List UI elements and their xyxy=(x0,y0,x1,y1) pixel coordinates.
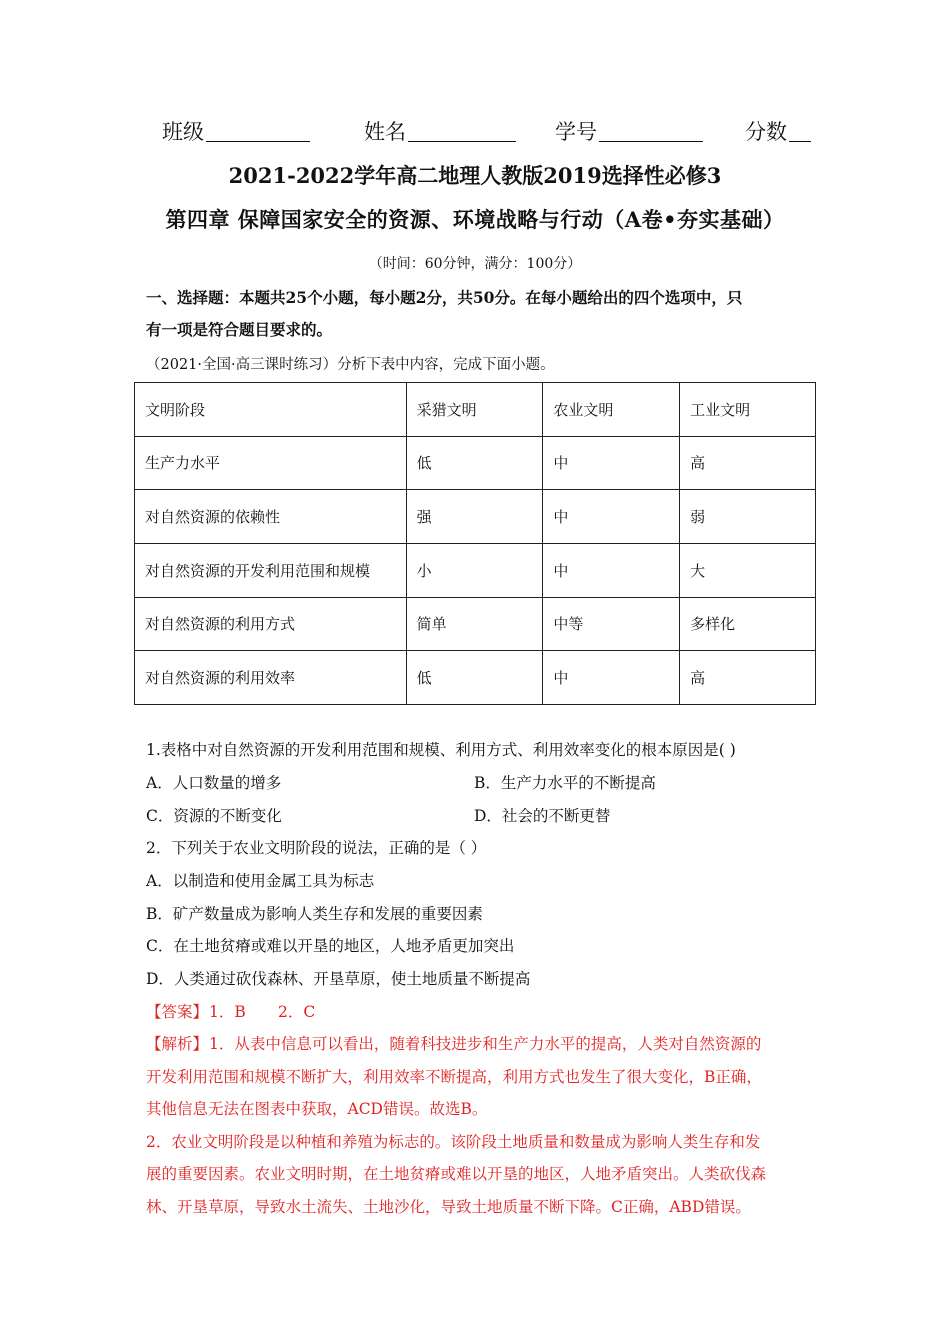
table-header-row xyxy=(135,383,816,437)
student-id-field[interactable] xyxy=(555,116,703,146)
name-blank[interactable] xyxy=(408,121,516,142)
student-info-row xyxy=(0,116,950,146)
table-cell: 中 xyxy=(543,651,680,705)
analysis-tag: 【解析】 xyxy=(146,1035,209,1053)
table-cell: 对自然资源的依赖性 xyxy=(135,490,407,544)
table-row xyxy=(135,597,816,651)
class-field[interactable] xyxy=(162,116,310,146)
analysis-2-line1: 2．农业文明阶段是以种植和养殖为标志的。该阶段土地质量和数量成为影响人类生存和发 xyxy=(146,1133,761,1151)
answer-2: 2．C xyxy=(278,1003,316,1021)
table-cell: 简单 xyxy=(406,597,543,651)
student-id-blank[interactable] xyxy=(599,121,703,142)
table-cell: 多样化 xyxy=(680,597,816,651)
table-cell: 对自然资源的利用效率 xyxy=(135,651,407,705)
name-field[interactable] xyxy=(364,116,516,146)
question-1-stem: 1.表格中对自然资源的开发利用范围和规模、利用方式、利用效率变化的根本原因是( ) xyxy=(146,741,736,759)
table-cell: 小 xyxy=(406,543,543,597)
question-1-option-a[interactable]: A．人口数量的增多 xyxy=(146,774,282,792)
table-row xyxy=(135,543,816,597)
table-cell: 弱 xyxy=(680,490,816,544)
table-cell: 对自然资源的开发利用范围和规模 xyxy=(135,543,407,597)
question-2-option-a[interactable]: A．以制造和使用金属工具为标志 xyxy=(146,872,375,890)
section-title-line1: 一、选择题：本题共25个小题，每小题2分，共50分。在每小题给出的四个选项中，只 xyxy=(146,288,743,307)
analysis-1-line1: 1．从表中信息可以看出，随着科技进步和生产力水平的提高，人类对自然资源的 xyxy=(209,1035,762,1053)
question-source: （2021·全国·高三课时练习）分析下表中内容，完成下面小题。 xyxy=(146,357,555,373)
table-header-cell: 农业文明 xyxy=(543,383,680,437)
section-title-line2: 有一项是符合题目要求的。 xyxy=(146,320,333,339)
civilization-table xyxy=(134,382,816,705)
score-field[interactable] xyxy=(745,116,811,146)
question-1-option-c[interactable]: C．资源的不断变化 xyxy=(146,807,282,825)
score-label: 分数 xyxy=(745,120,787,144)
analysis-1-line3: 其他信息无法在图表中获取，ACD错误。故选B。 xyxy=(146,1100,488,1118)
table-header-cell: 采猎文明 xyxy=(406,383,543,437)
table-cell: 中 xyxy=(543,543,680,597)
question-2-option-b[interactable]: B．矿产数量成为影响人类生存和发展的重要因素 xyxy=(146,905,483,923)
table-cell: 强 xyxy=(406,490,543,544)
question-2-option-c[interactable]: C．在土地贫瘠或难以开垦的地区，人地矛盾更加突出 xyxy=(146,937,515,955)
analysis-2-line2: 展的重要因素。农业文明时期，在土地贫瘠或难以开垦的地区，人地矛盾突出。人类砍伐森 xyxy=(146,1165,767,1183)
class-blank[interactable] xyxy=(206,121,310,142)
table-cell: 对自然资源的利用方式 xyxy=(135,597,407,651)
answer-tag: 【答案】 xyxy=(146,1003,209,1021)
document-title: 2021-2022学年高二地理人教版2019选择性必修3 xyxy=(228,163,722,188)
answer-1: 1．B xyxy=(209,1003,246,1021)
table-cell: 低 xyxy=(406,436,543,490)
table-row xyxy=(135,651,816,705)
table-cell: 中 xyxy=(543,436,680,490)
name-label: 姓名 xyxy=(364,120,406,144)
table-cell: 高 xyxy=(680,651,816,705)
table-cell: 低 xyxy=(406,651,543,705)
chapter-title: 第四章 保障国家安全的资源、环境战略与行动（A卷•夯实基础） xyxy=(165,207,785,232)
table-cell: 大 xyxy=(680,543,816,597)
exam-time-info: （时间：60分钟，满分：100分） xyxy=(368,256,582,272)
analysis-2-line3: 林、开垦草原，导致水土流失、土地沙化，导致土地质量不断下降。C正确，ABD错误。 xyxy=(146,1198,751,1216)
question-1-option-d[interactable]: D．社会的不断更替 xyxy=(474,807,611,825)
analysis-1-line2: 开发利用范围和规模不断扩大，利用效率不断提高，利用方式也发生了很大变化，B正确， xyxy=(146,1068,762,1086)
table-row xyxy=(135,436,816,490)
table-cell: 中等 xyxy=(543,597,680,651)
table-header-cell: 工业文明 xyxy=(680,383,816,437)
class-label: 班级 xyxy=(162,120,204,144)
question-2-option-d[interactable]: D．人类通过砍伐森林、开垦草原，使土地质量不断提高 xyxy=(146,970,531,988)
table-cell: 中 xyxy=(543,490,680,544)
score-blank[interactable] xyxy=(789,121,811,142)
table-cell: 生产力水平 xyxy=(135,436,407,490)
student-id-label: 学号 xyxy=(555,120,597,144)
table-header-cell: 文明阶段 xyxy=(135,383,407,437)
question-2-stem: 2．下列关于农业文明阶段的说法，正确的是（ ） xyxy=(146,839,487,857)
table-cell: 高 xyxy=(680,436,816,490)
question-1-option-b[interactable]: B．生产力水平的不断提高 xyxy=(474,774,656,792)
table-row xyxy=(135,490,816,544)
